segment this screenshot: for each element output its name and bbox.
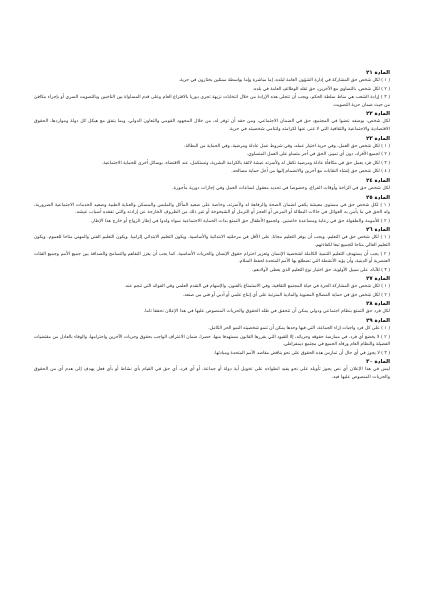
article-27 — [34, 275, 390, 299]
article-heading: المادة ٢٩ — [366, 318, 390, 325]
article-heading: المادة ٢٧ — [366, 276, 390, 283]
article-paragraph: ( ٢ ) للأمومة والطفولة حق في رعاية ومساعدة خاصتين. ولجميع الأطفال حق التمتع بذات الحماية الاجتماعية سواء ولدوا في إطار الزواج أو خارج هذا الإطار. — [90, 218, 390, 224]
article-paragraph: لكل شخص حق في الراحة وأوقات الفراغ، وخصوصا في تحديد معقول لساعات العمل وفي إجازات دورية مأجورة. — [172, 185, 390, 191]
article-29 — [34, 317, 390, 357]
article-paragraph: لكل شخص، بوصفه عضوا في المجتمع، حق في الضمان الاجتماعي، ومن حقه أن توفر له، من خلال المجهود القومي والتعاون الدولي، وبما يتفق مع هيكل كل دولة ومواردها، الحقوق الاقتصادية والاجتماعية والثقافية التي لا غنى عنها لكرامته ولتنامي شخصيته في حرية. — [34, 119, 390, 132]
article-paragraph: ( ٢ ) لا يخضع أي فرد، في ممارسة حقوقه وحرياته، إلا للقيود التي يقررها القانون مستهدفا منها، حصرا، ضمان الاعتراف الواجب بحقوق وحريات الآخرين واحترامها، والوفاء بالعادل من مقتضيات الفضيلة والنظام العام ورفاه الجميع في مجتمع ديمقراطي. — [34, 334, 391, 348]
article-heading: المادة ٢٦ — [366, 227, 390, 234]
article-paragraph: ( ٣ ) للآباء، على سبيل الأولوية، حق اختيار نوع التعليم الذي يعطى لأولادهم. — [252, 267, 390, 273]
article-paragraph: ( ٢ ) لكل شخص حق في حماية المصالح المعنوية والمادية المترتبة على أي إنتاج علمي أو أدبي أو فني من صنعه. — [182, 292, 390, 298]
article-heading: المادة ٢٨ — [366, 301, 390, 308]
article-28 — [34, 300, 390, 316]
article-24 — [34, 177, 390, 193]
article-heading: المادة ٢٥ — [366, 194, 390, 201]
article-30 — [34, 358, 390, 381]
article-paragraph: ( ١ ) لكل شخص حق في التعليم. ويجب أن يوفر التعليم مجانا، على الأقل في مرحلتيه الابتدائية والأساسية. ويكون التعليم الابتدائي إلزاميا. ويكون التعليم الفني والمهني متاحا للعموم. ويكون التعليم العالي متاحا للجميع تبعا لكفاءتهم. — [34, 235, 390, 248]
article-26 — [34, 226, 390, 274]
article-heading: المادة ٢٤ — [366, 177, 390, 184]
article-heading: المادة ٢٢ — [366, 111, 390, 118]
article-paragraph: ( ١ ) لكل شخص حق المشاركة في إدارة الشؤون العامة لبلده، إما مباشرة وإما بواسطة ممثلين يختارون في حرية. — [178, 78, 390, 83]
article-paragraph: ( ١ ) لكل شخص حق العمل، وفي حرية اختيار عمله، وفي شروط عمل عادلة ومرضية، وفي الحماية من البطالة. — [184, 143, 390, 149]
article-22 — [34, 110, 390, 133]
article-paragraph: ( ٤ ) لكل شخص حق إنشاء النقابات مع آخرين والانضمام إليها من أجل حماية مصالحه. — [231, 169, 390, 175]
article-21 — [34, 69, 390, 109]
article-paragraph: ( ١ ) لكل شخص حق المشاركة الحرة في حياة المجتمع الثقافية، وفي الاستمتاع بالفنون، والإسهام في التقدم العلمي وفي الفوائد التي تنجم عنه. — [124, 284, 390, 290]
article-paragraph: ( ٢ ) يجب أن يستهدف التعليم التنمية الكاملة لشخصية الإنسان وتعزيز احترام حقوق الإنسان والحريات الأساسية. كما يجب أن يعزز التفاهم والتسامح والصداقة بين جميع الأمم وجميع الفئات العنصرية أو الدينية، وأن يؤيد الأنشطة التي تضطلع بها الأمم المتحدة لحفظ السلام. — [34, 251, 391, 265]
article-paragraph: ( ١ ) على كل فرد واجبات إزاء الجماعة، التي فيها وحدها يمكن أن تنمو شخصيته النمو الحر الكامل. — [208, 326, 390, 332]
article-25 — [34, 194, 390, 226]
article-paragraph: ( ٢ ) لكل شخص، بالتساوي مع الآخرين، حق تقلد الوظائف العامة في بلده. — [252, 86, 390, 92]
article-paragraph: لكل فرد حق التمتع بنظام اجتماعي ودولي يمكن أن تتحقق في ظله الحقوق والحريات المنصوص عليها في هذا الإعلان تحققا تاما. — [143, 309, 390, 315]
article-paragraph: ( ٣ ) لا يجوز في أي حال أن تمارس هذه الحقوق على نحو يناقض مقاصد الأمم المتحدة ومبادئها. — [213, 350, 390, 356]
article-paragraph: ليس في هذا الإعلان أي نص يجوز تأويله على نحو يفيد انطواءه على تخويل أية دولة أو جماعة، أو أي فرد، أي حق في القيام بأي نشاط أو بأي فعل يهدف إلى هدم أي من الحقوق والحريات المنصوص عليها فيه. — [34, 367, 390, 381]
article-paragraph: ( ١ ) لكل شخص حق في مستوى معيشة يكفي لضمان الصحة والرفاهة له ولأسرته، وخاصة على صعيد المأكل والملبس والمسكن والعناية الطبية وصعيد الخدمات الاجتماعية الضرورية، وله الحق في ما يأمن به الغوائل في حالات البطالة أو المرض أو العجز أو الترمل أو الشيخوخة أو غير ذلك من الظروف الخارجة عن إرادته والتي تفقده أسباب عيشه. — [34, 202, 390, 216]
article-heading: المادة ٢٣ — [366, 135, 390, 142]
article-heading: المادة ٢١ — [366, 70, 390, 76]
article-23 — [34, 135, 390, 176]
article-heading: المادة ٣٠ — [366, 359, 390, 366]
article-paragraph: ( ٢ ) لجميع الأفراد، دون أي تمييز، الحق في أجر متساو على العمل المتساوي. — [246, 152, 390, 158]
article-paragraph: ( ٣ ) إرادة الشعب هي مناط سلطة الحكم، ويجب أن تتجلى هذه الإرادة من خلال انتخابات نزيهة تجرى دوريا بالاقتراع العام وعلى قدم المساواة بين الناخبين وبالتصويت السري أو بإجراء مكافئ من حيث ضمان حرية التصويت. — [34, 95, 391, 108]
article-paragraph: ( ٣ ) لكل فرد يعمل حق في مكافأة عادلة ومرضية تكفل له ولأسرته عيشة لائقة بالكرامة البشرية، وتستكمل، عند الاقتضاء، بوسائل أخرى للحماية الاجتماعية. — [101, 160, 390, 166]
